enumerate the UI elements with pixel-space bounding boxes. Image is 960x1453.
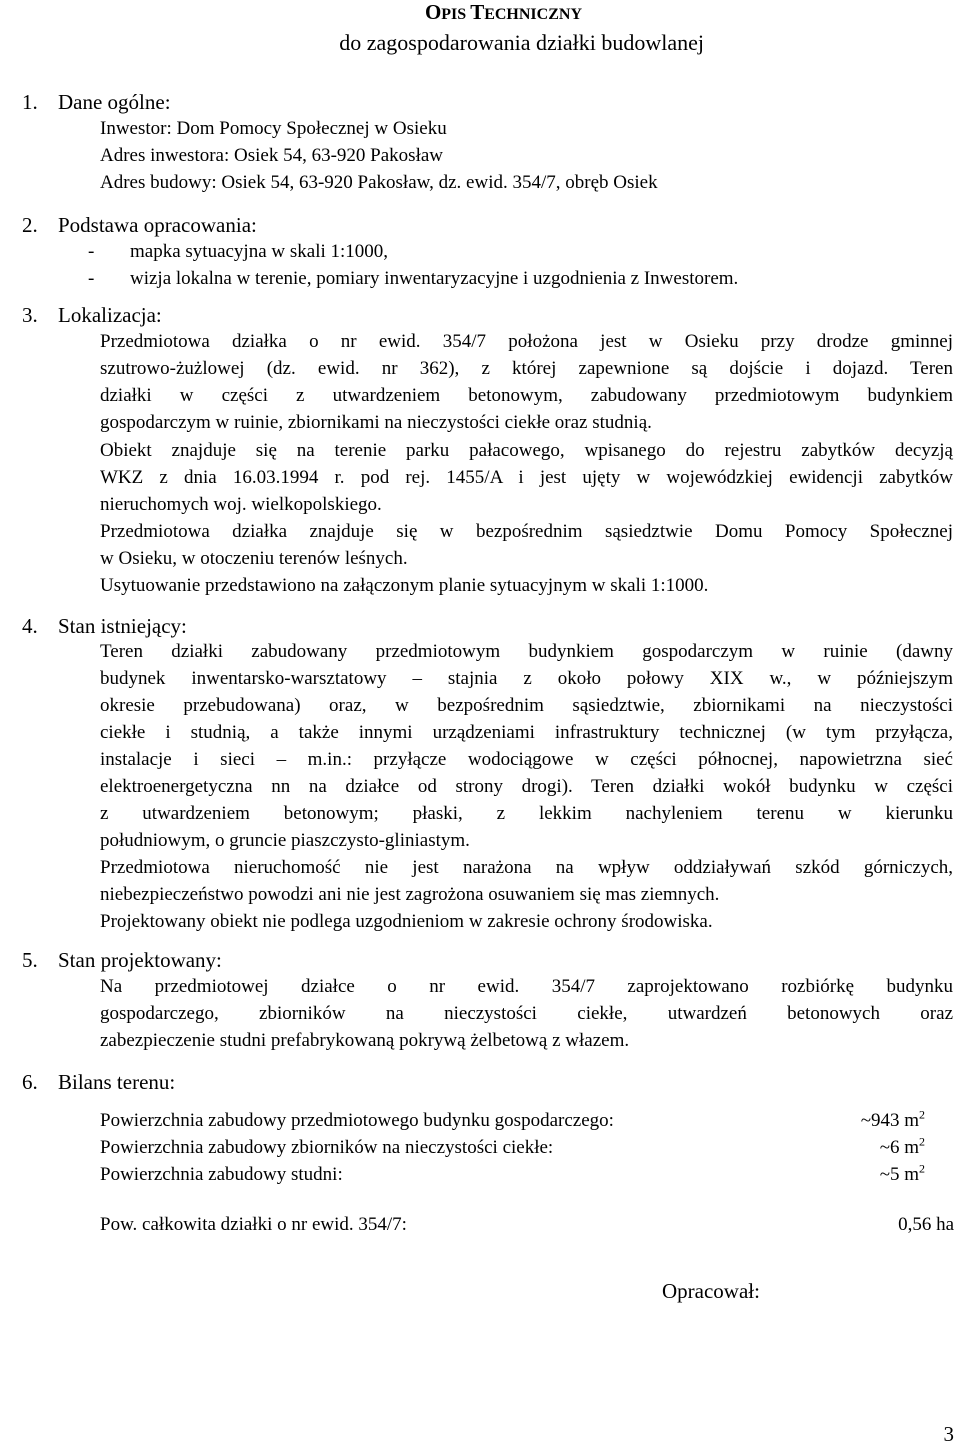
balance-total-label: Pow. całkowita działki o nr ewid. 354/7:	[100, 1214, 407, 1235]
section-number: 4.	[22, 614, 38, 638]
paragraph-line: Przedmiotowa działka o nr ewid. 354/7 położona jest w Osieku przy drodze gminnej	[100, 331, 953, 352]
paragraph-line: Projektowany obiekt nie podlega uzgodnieniom w zakresie ochrony środowiska.	[100, 911, 713, 932]
section-heading: Stan projektowany:	[58, 948, 222, 972]
paragraph-line: Przedmiotowa nieruchomość nie jest narażona na wpływ oddziaływań szkód górniczych,	[100, 857, 953, 878]
balance-row-value: ~5 $m^2$	[879, 1161, 925, 1185]
paragraph-line: z utwardzeniem betonowym; płaski, z lekkim nachyleniem terenu w kierunku	[100, 803, 953, 824]
paragraph-line: Przedmiotowa działka znajduje się w bezpośrednim sąsiedztwie Domu Pomocy Społecznej	[100, 521, 953, 542]
section-number: 2.	[22, 213, 38, 237]
balance-row-value: ~943 $m^2$	[860, 1107, 925, 1131]
construction-address-line: Adres budowy: Osiek 54, 63-920 Pakosław, dz. ewid. 354/7, obręb Osiek	[100, 172, 658, 193]
document-title: OPIS TECHNICZNY	[424, 0, 582, 24]
section-heading: Bilans terenu:	[58, 1070, 176, 1094]
paragraph-line: WKZ z dnia 16.03.1994 r. pod rej. 1455/A i jest ujęty w wojewódzkiej ewidencji zabytków	[100, 467, 953, 488]
paragraph-line: niebezpieczeństwo powodzi ani nie jest zagrożona osuwaniem się mas ziemnych.	[100, 884, 720, 905]
paragraph-line: szutrowo-żużlowej (dz. ewid. nr 362), z której zapewnione są dojście i dojazd. Teren	[100, 358, 953, 379]
list-dash: -	[88, 241, 95, 262]
list-dash: -	[88, 268, 95, 289]
paragraph-line: południowym, o gruncie piaszczysto-gliniastym.	[100, 830, 470, 851]
paragraph-line: Teren działki zabudowany przedmiotowym budynkiem gospodarczym w ruinie (dawny	[100, 641, 953, 662]
author-label: Opracował:	[662, 1279, 760, 1303]
document-subtitle: do zagospodarowania działki budowlanej	[339, 30, 704, 55]
section-heading: Lokalizacja:	[58, 303, 162, 327]
paragraph-line: Usytuowanie przedstawiono na załączonym planie sytuacyjnym w skali 1:1000.	[100, 575, 709, 596]
paragraph-line: gospodarczym w ruinie, zbiornikami na nieczystości ciekłe oraz studnią.	[100, 412, 652, 433]
paragraph-line: instalacje i sieci – m.in.: przyłącze wodociągowe w części północnej, napowietrzna sieć	[100, 749, 953, 770]
section-number: 1.	[22, 90, 38, 114]
paragraph-line: elektroenergetyczna nn na działce od strony drogi). Teren działki wokół budynku w części	[100, 776, 953, 797]
paragraph-line: budynek inwentarsko-warsztatowy – stajnia z około połowy XIX w., w późniejszym	[100, 668, 953, 689]
balance-row-label: Powierzchnia zabudowy studni:	[100, 1164, 343, 1185]
paragraph-line: w Osieku, w otoczeniu terenów leśnych.	[100, 548, 408, 569]
section-heading: Stan istniejący:	[58, 614, 187, 638]
list-item: wizja lokalna w terenie, pomiary inwentaryzacyjne i uzgodnienia z Inwestorem.	[130, 268, 739, 289]
investor-address-line: Adres inwestora: Osiek 54, 63-920 Pakosław	[100, 145, 444, 166]
section-number: 5.	[22, 948, 38, 972]
section-heading: Dane ogólne:	[58, 90, 171, 114]
paragraph-line: nieruchomych woj. wielkopolskiego.	[100, 494, 382, 515]
paragraph-line: gospodarczego, zbiorników na nieczystości ciekłe, utwardzeń betonowych oraz	[100, 1003, 953, 1024]
paragraph-line: działki w części z utwardzeniem betonowym, zabudowany przedmiotowym budynkiem	[100, 385, 953, 406]
paragraph-line: Na przedmiotowej działce o nr ewid. 354/7 zaprojektowano rozbiórkę budynku	[100, 976, 953, 997]
balance-total-value: 0,56 ha	[898, 1214, 954, 1235]
section-number: 3.	[22, 303, 38, 327]
section-number: 6.	[22, 1070, 38, 1094]
section-heading: Podstawa opracowania:	[58, 213, 257, 237]
balance-row-label: Powierzchnia zabudowy przedmiotowego budynku gospodarczego:	[100, 1110, 614, 1131]
paragraph-line: okresie przebudowana) oraz, w bezpośrednim sąsiedztwie, zbiornikami na nieczystości	[100, 695, 953, 716]
paragraph-line: ciekłe i studnią, a także innymi urządzeniami infrastruktury technicznej (w tym przyłącza,	[100, 722, 953, 743]
paragraph-line: Obiekt znajduje się na terenie parku pałacowego, wpisanego do rejestru zabytków decyzją	[100, 440, 953, 461]
page-number: 3	[943, 1422, 954, 1446]
balance-row-value: ~6 $m^2$	[879, 1134, 925, 1158]
list-item: mapka sytuacyjna w skali 1:1000,	[130, 241, 389, 262]
balance-row-label: Powierzchnia zabudowy zbiorników na nieczystości ciekłe:	[100, 1137, 554, 1158]
paragraph-line: zabezpieczenie studni prefabrykowaną pokrywą żelbetową z włazem.	[100, 1030, 630, 1051]
investor-line: Inwestor: Dom Pomocy Społecznej w Osieku	[100, 118, 447, 139]
